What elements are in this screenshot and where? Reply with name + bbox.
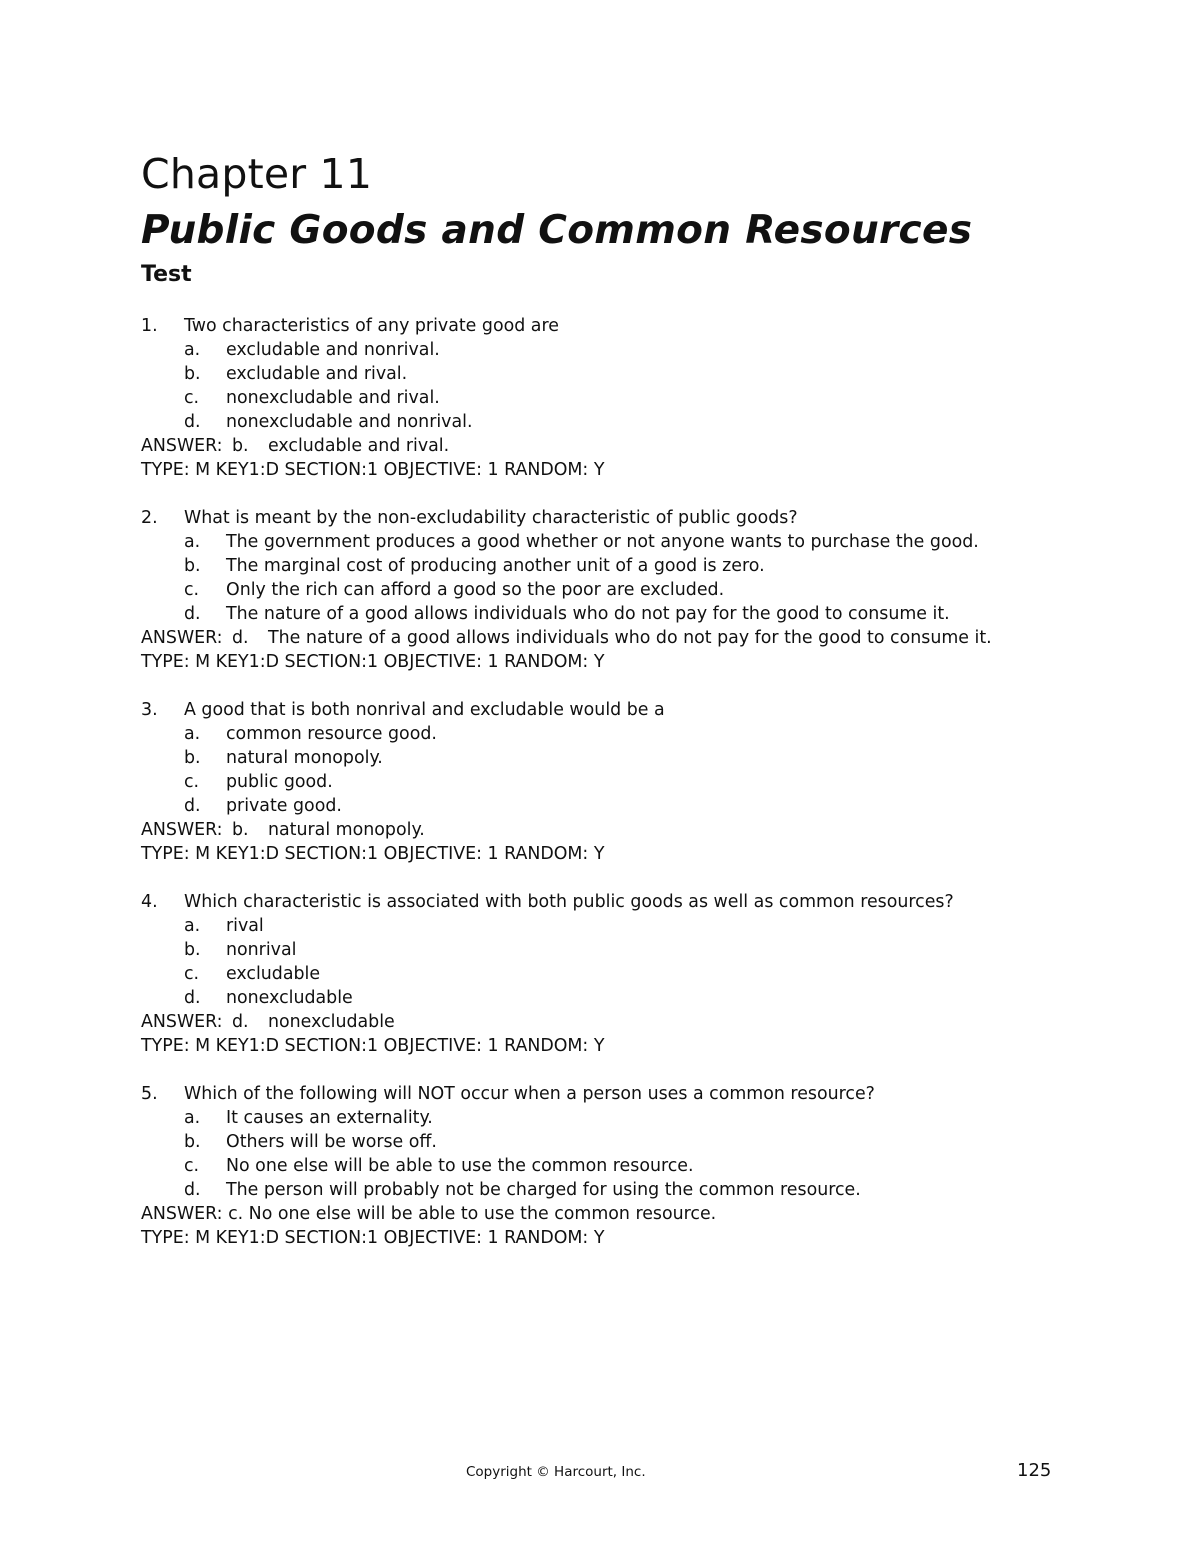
choice-letter: d. xyxy=(184,796,201,816)
answer-text: The nature of a good allows individuals who do not pay for the good to consume it. xyxy=(268,628,992,648)
question-number: 4. xyxy=(141,892,158,912)
answer-label: ANSWER: xyxy=(141,628,223,648)
answer-choice xyxy=(141,1154,1061,1178)
answer-choice xyxy=(141,746,1061,770)
choice-text: excludable and nonrival. xyxy=(226,340,440,360)
question-stem xyxy=(141,506,1061,530)
chapter-title: Chapter 11 xyxy=(141,150,373,198)
question-item xyxy=(141,890,1061,1058)
answer-letter: b. xyxy=(232,820,249,840)
question-item xyxy=(141,506,1061,674)
choice-letter: a. xyxy=(184,916,201,936)
type-metadata-line: TYPE: M KEY1:D SECTION:1 OBJECTIVE: 1 RANDOM: Y xyxy=(141,652,605,672)
choice-letter: a. xyxy=(184,532,201,552)
choice-text: public good. xyxy=(226,772,333,792)
question-stem xyxy=(141,698,1061,722)
question-text: Two characteristics of any private good are xyxy=(184,316,559,336)
answer-choice xyxy=(141,530,1061,554)
choice-text: No one else will be able to use the common resource. xyxy=(226,1156,694,1176)
answer-line: ANSWER: c. No one else will be able to use the common resource. xyxy=(141,1204,717,1224)
question-item xyxy=(141,698,1061,866)
question-text: What is meant by the non-excludability characteristic of public goods? xyxy=(184,508,798,528)
answer-label: ANSWER: xyxy=(141,820,223,840)
choice-text: nonexcludable xyxy=(226,988,353,1008)
answer-text: natural monopoly. xyxy=(268,820,425,840)
answer-choice xyxy=(141,794,1061,818)
choice-text: nonexcludable and rival. xyxy=(226,388,440,408)
chapter-subtitle: Public Goods and Common Resources xyxy=(141,208,973,253)
choice-letter: d. xyxy=(184,988,201,1008)
choice-letter: a. xyxy=(184,724,201,744)
answer-line xyxy=(141,818,1061,842)
question-stem xyxy=(141,890,1061,914)
choice-text: excludable xyxy=(226,964,321,984)
question-number: 3. xyxy=(141,700,158,720)
answer-choice xyxy=(141,914,1061,938)
answer-choice xyxy=(141,578,1061,602)
choice-letter: a. xyxy=(184,1108,201,1128)
choice-text: natural monopoly. xyxy=(226,748,383,768)
answer-choice xyxy=(141,362,1061,386)
type-metadata-line: TYPE: M KEY1:D SECTION:1 OBJECTIVE: 1 RANDOM: Y xyxy=(141,460,605,480)
question-text: Which of the following will NOT occur when a person uses a common resource? xyxy=(184,1084,875,1104)
answer-choice xyxy=(141,770,1061,794)
choice-text: The marginal cost of producing another unit of a good is zero. xyxy=(226,556,765,576)
choice-letter: b. xyxy=(184,748,201,768)
choice-text: It causes an externality. xyxy=(226,1108,433,1128)
answer-choice xyxy=(141,386,1061,410)
choice-letter: a. xyxy=(184,340,201,360)
answer-choice xyxy=(141,554,1061,578)
answer-text: nonexcludable xyxy=(268,1012,395,1032)
type-metadata-line: TYPE: M KEY1:D SECTION:1 OBJECTIVE: 1 RANDOM: Y xyxy=(141,1036,605,1056)
choice-text: The nature of a good allows individuals who do not pay for the good to consume it. xyxy=(226,604,950,624)
answer-line xyxy=(141,1010,1061,1034)
answer-choice xyxy=(141,602,1061,626)
answer-letter: d. xyxy=(232,1012,249,1032)
choice-letter: c. xyxy=(184,1156,200,1176)
question-list xyxy=(141,314,1061,1274)
choice-text: nonexcludable and nonrival. xyxy=(226,412,473,432)
answer-text: excludable and rival. xyxy=(268,436,450,456)
choice-letter: c. xyxy=(184,964,200,984)
choice-text: The person will probably not be charged for using the common resource. xyxy=(226,1180,861,1200)
choice-text: Only the rich can afford a good so the poor are excluded. xyxy=(226,580,725,600)
question-number: 5. xyxy=(141,1084,158,1104)
question-text: A good that is both nonrival and excludable would be a xyxy=(184,700,665,720)
choice-letter: d. xyxy=(184,1180,201,1200)
choice-letter: b. xyxy=(184,940,201,960)
type-metadata-line: TYPE: M KEY1:D SECTION:1 OBJECTIVE: 1 RANDOM: Y xyxy=(141,844,605,864)
choice-letter: c. xyxy=(184,388,200,408)
answer-choice xyxy=(141,1106,1061,1130)
answer-choice xyxy=(141,722,1061,746)
choice-text: common resource good. xyxy=(226,724,437,744)
footer-copyright: Copyright © Harcourt, Inc. xyxy=(466,1464,646,1480)
answer-choice xyxy=(141,410,1061,434)
answer-line xyxy=(141,434,1061,458)
choice-text: nonrival xyxy=(226,940,297,960)
answer-choice xyxy=(141,338,1061,362)
answer-choice xyxy=(141,1130,1061,1154)
choice-letter: b. xyxy=(184,364,201,384)
choice-text: excludable and rival. xyxy=(226,364,408,384)
page-number: 125 xyxy=(1017,1460,1052,1481)
answer-choice xyxy=(141,986,1061,1010)
choice-text: Others will be worse off. xyxy=(226,1132,437,1152)
choice-text: rival xyxy=(226,916,264,936)
section-label: Test xyxy=(141,262,192,287)
answer-choice xyxy=(141,1178,1061,1202)
choice-letter: b. xyxy=(184,1132,201,1152)
answer-choice xyxy=(141,938,1061,962)
question-stem xyxy=(141,314,1061,338)
type-metadata-line: TYPE: M KEY1:D SECTION:1 OBJECTIVE: 1 RANDOM: Y xyxy=(141,1228,605,1248)
answer-line xyxy=(141,626,1061,650)
question-item xyxy=(141,314,1061,482)
answer-choice xyxy=(141,962,1061,986)
choice-letter: b. xyxy=(184,556,201,576)
choice-letter: d. xyxy=(184,412,201,432)
answer-label: ANSWER: xyxy=(141,436,223,456)
choice-text: private good. xyxy=(226,796,342,816)
answer-label: ANSWER: xyxy=(141,1012,223,1032)
question-number: 1. xyxy=(141,316,158,336)
question-number: 2. xyxy=(141,508,158,528)
question-text: Which characteristic is associated with both public goods as well as common resources? xyxy=(184,892,954,912)
question-item xyxy=(141,1082,1061,1250)
choice-letter: d. xyxy=(184,604,201,624)
answer-letter: b. xyxy=(232,436,249,456)
choice-text: The government produces a good whether or not anyone wants to purchase the good. xyxy=(226,532,979,552)
question-stem xyxy=(141,1082,1061,1106)
choice-letter: c. xyxy=(184,580,200,600)
choice-letter: c. xyxy=(184,772,200,792)
answer-letter: d. xyxy=(232,628,249,648)
